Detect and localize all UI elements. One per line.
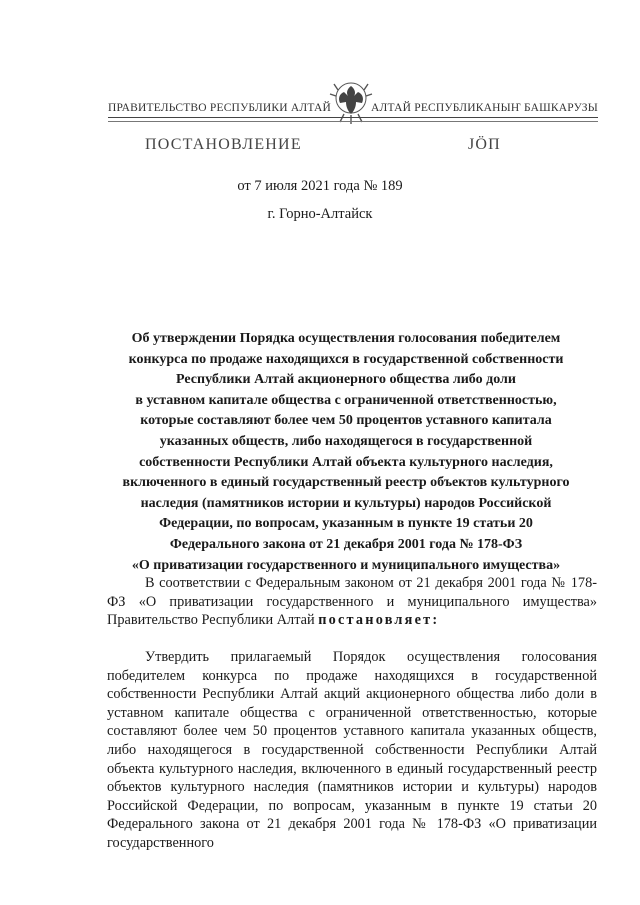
- title-line: указанных обществ, либо находящегося в государственной: [159, 433, 533, 449]
- doc-type-altai: ЈӦП: [468, 136, 501, 153]
- header-rule-thin: [108, 121, 598, 122]
- decree-paragraph: Утвердить прилагаемый Порядок осуществления голосования победителем конкурса по продаже находящихся в государственной собственности Республики Алтай акций акционерного общества либо доли в уставном капитале общества с ограниченной ответственностью, которые составляют более чем 50 процентов уставного капитала указанных обществ, либо находящегося в государственной собственности Республики Алтай объекта культурного наследия, включенного в единый государственный реестр объектов культурного наследия (памятников истории и культуры) народов Российской Федерации, по вопросам, указанным в пункте 19 статьи 20 Федерального закона от 21 декабря 2001 года № 178-ФЗ «О приватизации государственного: [107, 649, 597, 851]
- title-line: собственности Республики Алтай объекта культурного наследия,: [139, 454, 553, 470]
- doc-type-russian: ПОСТАНОВЛЕНИЕ: [145, 136, 302, 153]
- title-line: которые составляют более чем 50 процентов уставного капитала: [140, 413, 552, 429]
- title-line: Республики Алтай акционерного общества либо доли: [176, 372, 516, 388]
- title-line: Об утверждении Порядка осуществления голосования победителем: [131, 331, 561, 346]
- document-title: [96, 329, 596, 576]
- header-right-text: АЛТАЙ РЕСПУБЛИКАНЫҤ БАШКАРУЗЫ: [371, 102, 598, 114]
- title-line: наследия (памятников истории и культуры) народов Российской: [140, 495, 552, 511]
- header-rule-thick: [108, 117, 598, 118]
- title-line: Федерации, по вопросам, указанным в пункте 19 статьи 20: [159, 516, 533, 532]
- title-line: конкурса по продаже находящихся в государственной собственности: [128, 351, 564, 367]
- document-date: от 7 июля 2021 года № 189: [237, 178, 403, 194]
- title-line: включенного в единый государственный реестр объектов культурного: [122, 475, 570, 491]
- title-line: Федерального закона от 21 декабря 2001 года № 178-ФЗ: [169, 536, 523, 552]
- title-line: «О приватизации государственного и муниципального имущества»: [131, 557, 561, 573]
- header-left-text: ПРАВИТЕЛЬСТВО РЕСПУБЛИКИ АЛТАЙ: [108, 102, 332, 114]
- title-line: в уставном капитале общества с ограниченной ответственностью,: [135, 392, 557, 408]
- preamble-paragraph: [107, 574, 597, 630]
- decree-keyword: постановляет:: [318, 612, 440, 629]
- document-city: г. Горно-Алтайск: [267, 206, 373, 222]
- preamble-text: В соответствии с Федеральным законом от 21 декабря 2001 года № 178-ФЗ «О приватизации государственного и муниципального имущества» Правительство Республики Алтай: [107, 575, 597, 629]
